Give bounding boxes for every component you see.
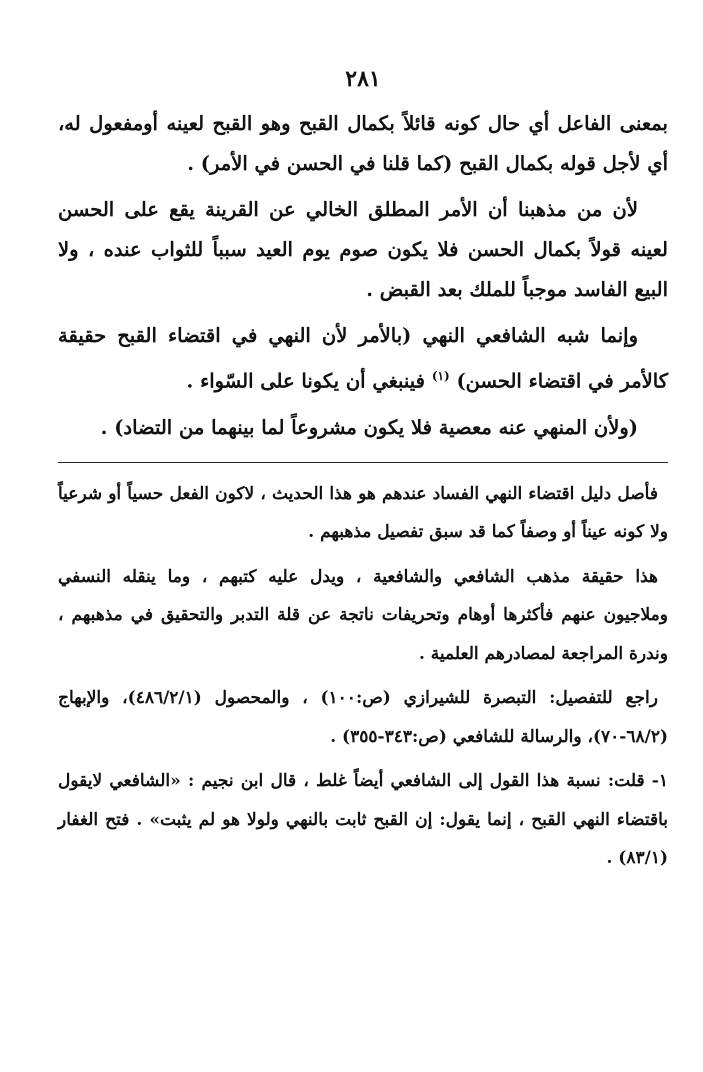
main-paragraph-3-after: فينبغي أن يكونا على السّواء . xyxy=(186,369,426,393)
footnotes xyxy=(58,475,668,878)
main-paragraph-1: بمعنى الفاعل أي حال كونه قائلاً بكمال القبح وهو القبح لعينه أومفعول له، أي لأجل قوله بكمال القبح (كما قلنا في الحسن في الأمر) . xyxy=(58,112,668,175)
main-text xyxy=(58,104,668,448)
main-paragraph-2: لأن من مذهبنا أن الأمر المطلق الخالي عن القرينة يقع على الحسن لعينه قولاً بكمال الحسن فلا يكون صوم يوم العيد سبباً للثواب عنده ، ولا البيع الفاسد موجباً للملك بعد القبض . xyxy=(58,198,668,301)
footnote-paragraph-1: فأصل دليل اقتضاء النهي الفساد عندهم هو هذا الحديث ، لاكون الفعل حسياً أو شرعياً ولا كونه عيناً أو وصفاً كما قد سبق تفصيل مذهبهم . xyxy=(58,483,668,542)
footnote-reference: (١) xyxy=(431,369,450,383)
main-paragraph-3 xyxy=(58,316,668,402)
main-paragraph-4: (ولأن المنهي عنه معصية فلا يكون مشروعاً لما بينهما من التضاد) . xyxy=(100,415,638,439)
document-page xyxy=(58,64,668,884)
footnote-1: ١- قلت: نسبة هذا القول إلى الشافعي أيضاً غلط ، قال ابن نجيم : «الشافعي لايقول باقتضاء النهي القبح ، إنما يقول: إن القبح ثابت بالنهي ولولا هو لم يثبت» . فتح الغفار (٨٣/١) . xyxy=(58,771,668,868)
footnote-divider xyxy=(58,462,668,463)
footnote-paragraph-3: راجع للتفصيل: التبصرة للشيرازي (ص:١٠٠) ، والمحصول (٤٨٦/٢/١)، والإبهاج (٦٨/٢-٧٠)، والرسالة للشافعي (ص:٣٤٣-٣٥٥) . xyxy=(58,688,668,747)
footnote-paragraph-2: هذا حقيقة مذهب الشافعي والشافعية ، ويدل عليه كتبهم ، وما ينقله النسفي وملاجيون عنهم فأكثرها أوهام وتحريفات ناتجة عن قلة التدبر والتحقيق في مذهبهم ، وندرة المراجعة لمصادرهم العلمية . xyxy=(58,566,668,664)
page-number: ٢٨١ xyxy=(345,66,381,92)
main-paragraph-3-before: وإنما شبه الشافعي النهي (بالأمر لأن النهي في اقتضاء القبح حقيقة كالأمر في اقتضاء الحسن) xyxy=(58,324,668,393)
